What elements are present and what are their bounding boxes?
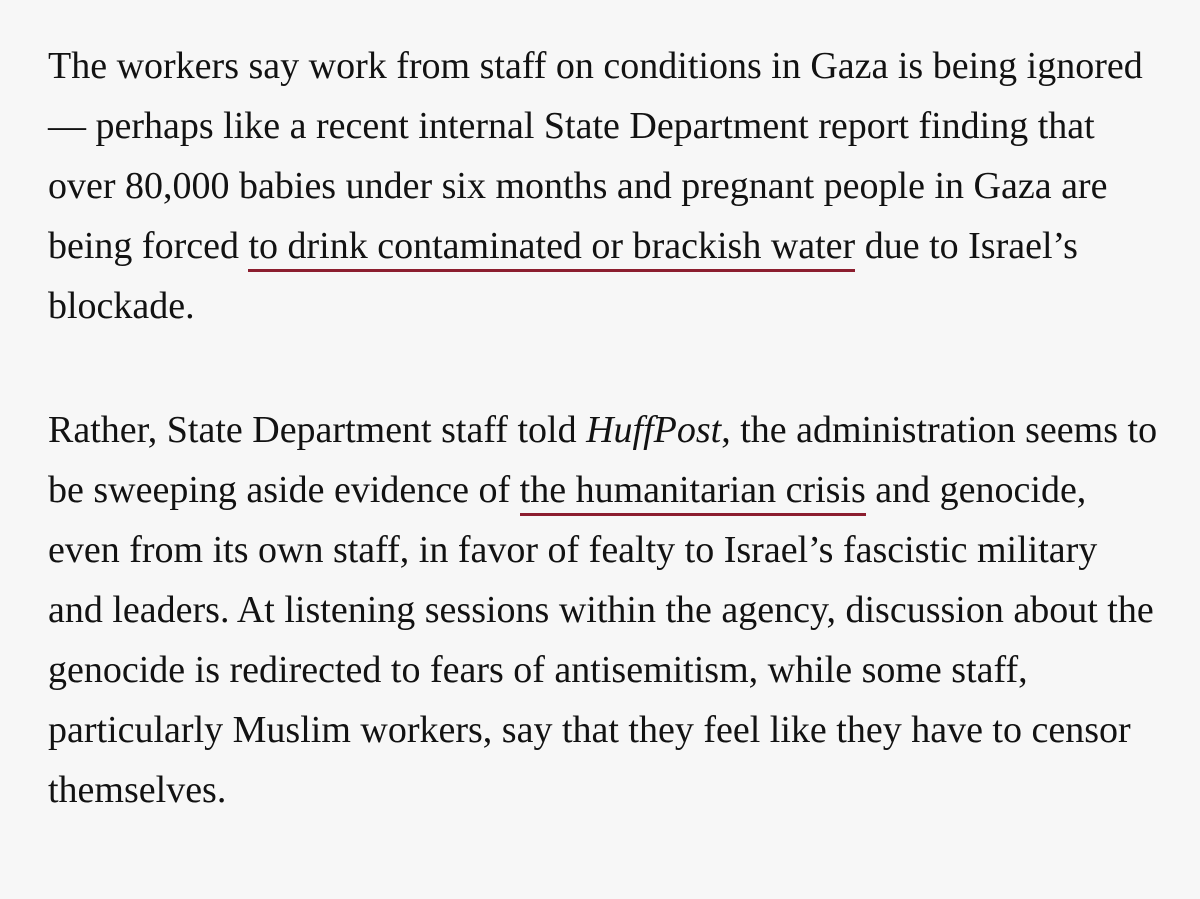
paragraph-1-text-end: due to Israel’s blockade.: [48, 225, 1078, 327]
drink-contaminated-water-link[interactable]: to drink contaminated or brackish water: [248, 225, 855, 272]
article-body: [48, 36, 1158, 820]
paragraph-2-text-end: and genocide, even from its own staff, in favor of fealty to Israel’s fascistic military and leaders. At listening sessions within the agency, discussion about the genocide is redirected to fears of antisemitism, while some staff, particularly Muslim workers, say that they feel like they have to censor themselves.: [48, 469, 1154, 811]
paragraph-1: [48, 36, 1158, 336]
paragraph-2-text-middle: , the administration seems to be sweeping aside evidence of: [48, 409, 1158, 511]
paragraph-2: [48, 400, 1158, 820]
paragraph-1-text-start: The workers say work from staff on conditions in Gaza is being ignored — perhaps like a recent internal State Department report finding that over 80,000 babies under six months and pregnant people in Gaza are being forced: [48, 45, 1143, 267]
humanitarian-crisis-link[interactable]: the humanitarian crisis: [520, 469, 866, 516]
paragraph-2-text-start: Rather, State Department staff told: [48, 409, 587, 451]
publication-name: HuffPost: [586, 409, 722, 451]
